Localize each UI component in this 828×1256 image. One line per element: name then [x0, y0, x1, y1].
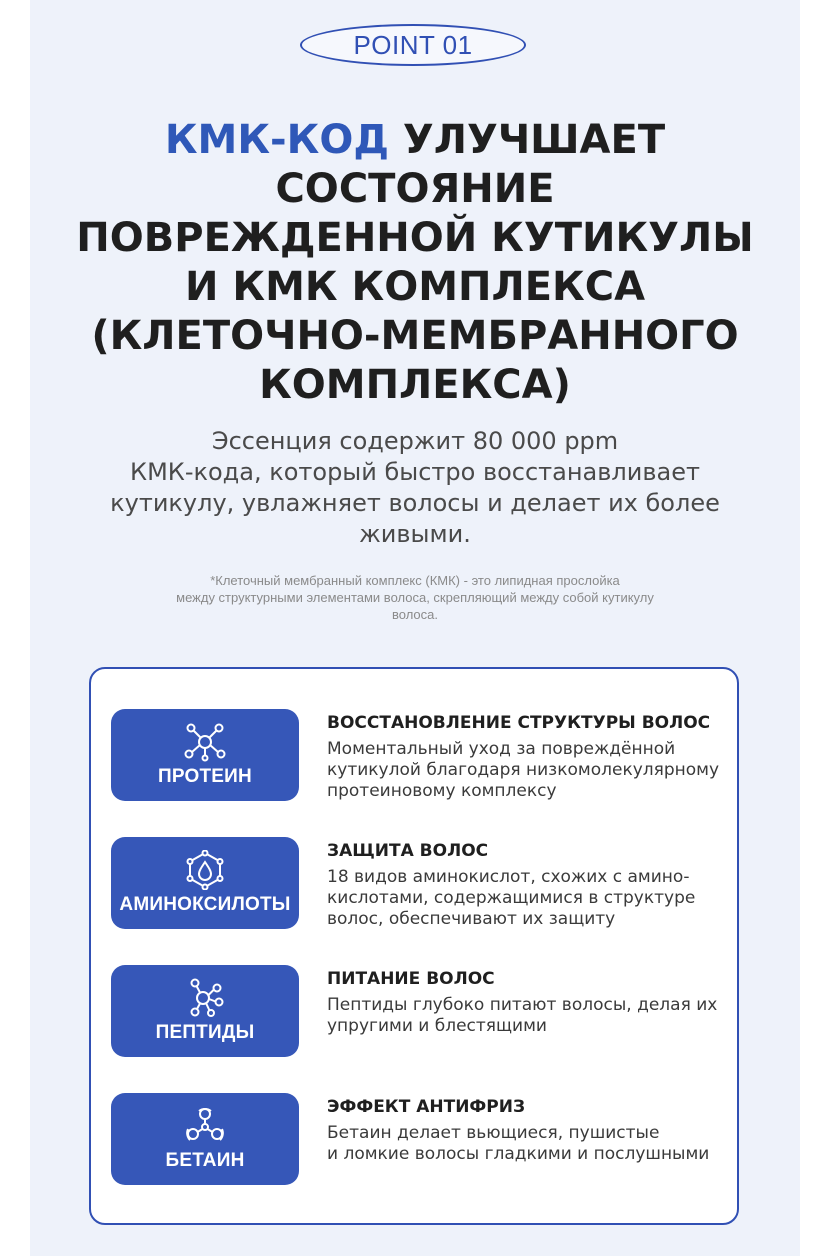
ingredient-item-protein: [111, 709, 721, 809]
ingredient-title: ВОССТАНОВЛЕНИЕ СТРУКТУРЫ ВОЛОС: [327, 713, 711, 733]
swirl-icon: [183, 1106, 227, 1150]
ingredient-text-line: и ломкие волосы гладкими и послушными: [327, 1144, 710, 1164]
ingredient-text-line: кутикулой благодаря низкомолекулярному: [327, 760, 720, 780]
page-title: [30, 116, 800, 410]
ingredient-text: [327, 1123, 727, 1165]
ingredient-item-amino: [111, 837, 721, 937]
ingredient-text-line: волос, обеспечивают их защиту: [327, 909, 616, 929]
ingredient-label: ПРОТЕИН: [158, 766, 252, 787]
lead-line: Эссенция содержит 80 000 ppm: [211, 427, 619, 455]
ingredient-text-line: Пептиды глубоко питают волосы, делая их: [327, 995, 718, 1015]
ingredient-title: ЭФФЕКТ АНТИФРИЗ: [327, 1097, 526, 1117]
footnote: [70, 572, 760, 623]
headline-line: (КЛЕТОЧНО-МЕМБРАННОГО: [91, 313, 739, 359]
ingredient-text-line: 18 видов аминокислот, схожих с амино-: [327, 867, 690, 887]
ingredient-description: [327, 841, 727, 930]
ingredient-text: [327, 867, 727, 930]
point-badge-label: POINT 01: [353, 29, 473, 60]
lead-paragraph: [70, 426, 760, 550]
headline-line: ПОВРЕЖДЕННОЙ КУТИКУЛЫ: [76, 215, 754, 261]
ingredient-description: [327, 1097, 727, 1165]
ingredient-text-line: кислотами, содержащимися в структуре: [327, 888, 696, 908]
ingredients-card: [89, 667, 739, 1225]
headline-line: КОМПЛЕКСА): [259, 362, 571, 408]
ingredient-label: ПЕПТИДЫ: [155, 1022, 255, 1043]
ingredient-pill-peptides: [111, 965, 299, 1057]
footnote-line: волоса.: [391, 607, 438, 622]
lead-line: живыми.: [359, 520, 471, 548]
ingredient-text: [327, 995, 727, 1037]
ingredient-pill-amino: [111, 837, 299, 929]
headline-line-1-rest: УЛУЧШАЕТ: [388, 117, 666, 163]
ingredient-pill-protein: [111, 709, 299, 801]
footnote-line: между структурными элементами волоса, скрепляющий между собой кутикулу: [176, 590, 654, 605]
ingredient-text-line: упругими и блестящими: [327, 1016, 547, 1036]
ingredient-title: ПИТАНИЕ ВОЛОС: [327, 969, 495, 989]
footnote-line: *Клеточный мембранный комплекс (КМК) - это липидная прослойка: [210, 573, 620, 588]
ingredient-description: [327, 969, 727, 1037]
headline-line: И КМК КОМПЛЕКСА: [184, 264, 646, 310]
lead-line: кутикулу, увлажняет волосы и делает их более: [110, 489, 720, 517]
ingredient-text: [327, 739, 727, 802]
molecule-icon: [183, 978, 227, 1022]
ingredient-title: ЗАЩИТА ВОЛОС: [327, 841, 489, 861]
point-badge: [300, 24, 526, 66]
ingredient-text-line: протеиновому комплексу: [327, 781, 557, 801]
lead-line: КМК-кода, который быстро восстанавливает: [130, 458, 700, 486]
ingredient-label: АМИНОКСИЛОТЫ: [119, 894, 291, 915]
ingredient-item-peptides: [111, 965, 721, 1065]
ingredient-description: [327, 713, 727, 802]
molecule-icon: [183, 722, 227, 766]
page-panel: [30, 0, 800, 1256]
headline-line-1: [30, 116, 800, 165]
ingredient-text-line: Моментальный уход за повреждённой: [327, 739, 676, 759]
ingredient-label: БЕТАИН: [165, 1150, 245, 1171]
headline-line: СОСТОЯНИЕ: [275, 166, 555, 212]
ingredient-pill-betaine: [111, 1093, 299, 1185]
ingredient-text-line: Бетаин делает вьющиеся, пушистые: [327, 1123, 660, 1143]
ingredient-item-betaine: [111, 1093, 721, 1193]
droplet-icon: [183, 850, 227, 894]
headline-accent: КМК-КОД: [164, 117, 389, 163]
